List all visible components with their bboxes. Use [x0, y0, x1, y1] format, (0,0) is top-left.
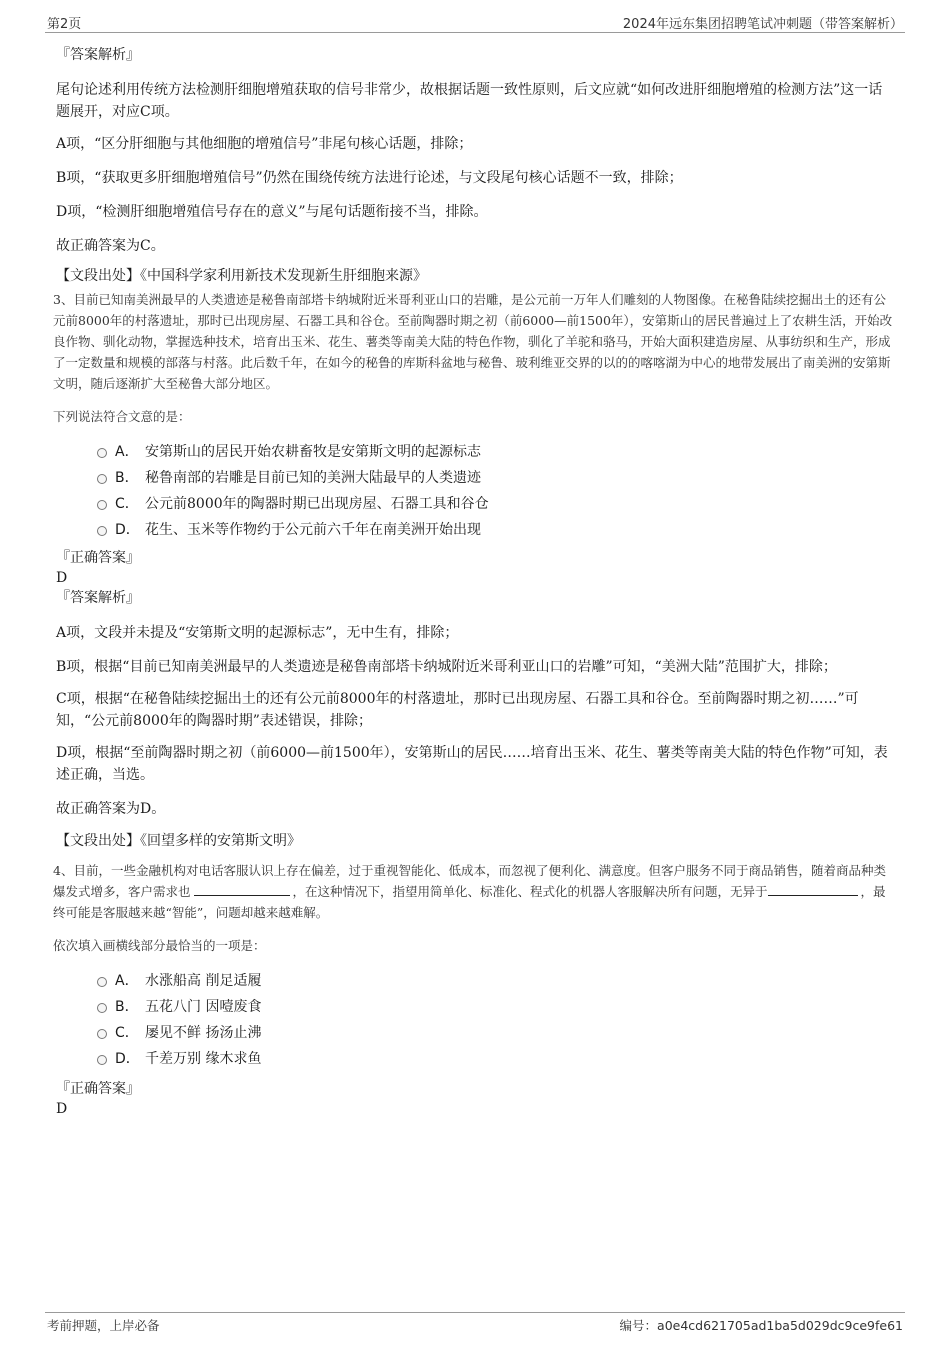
analysis-option-a: A项，“区分肝细胞与其他细胞的增殖信号”非尾句核心话题，排除； [56, 136, 473, 152]
option-b[interactable]: B． 秘鲁南部的岩雕是目前已知的美洲大陆最早的人类遗迹 [56, 465, 896, 491]
question-3-prompt: 下列说法符合文意的是： [53, 409, 191, 424]
passage-source: 【文段出处】《中国科学家利用新技术发现新生肝细胞来源》 [56, 268, 427, 284]
radio-icon[interactable] [97, 977, 107, 987]
fill-blank-1 [194, 882, 290, 896]
option-d[interactable]: D． 花生、玉米等作物约于公元前六千年在南美洲开始出现 [56, 517, 896, 543]
radio-icon[interactable] [97, 1003, 107, 1013]
analysis-option-b: B项，根据“目前已知南美洲最早的人类遗迹是秘鲁南部塔卡纳城附近米哥利亚山口的岩雕”可知，“美洲大陆”范围扩大，排除； [56, 659, 837, 675]
footer-slogan: 考前押题，上岸必备 [47, 1318, 160, 1333]
option-b[interactable]: B． 五花八门 因噎废食 [56, 994, 896, 1020]
option-c[interactable]: C． 公元前8000年的陶器时期已出现房屋、石器工具和谷仓 [56, 491, 896, 517]
page-content [53, 44, 896, 1120]
analysis-heading: 『答案解析』 [56, 590, 140, 606]
analysis-conclusion: 故正确答案为C。 [56, 238, 165, 254]
radio-icon[interactable] [97, 1055, 107, 1065]
correct-answer: D [56, 570, 68, 586]
analysis-heading: 『答案解析』 [56, 47, 140, 63]
analysis-option-d: D项，“检测肝细胞增殖信号存在的意义”与尾句话题衔接不当，排除。 [56, 204, 488, 220]
analysis-option-d: D项，根据“至前陶器时期之初（前6000—前1500年），安第斯山的居民……培育出玉米、花生、薯类等南美大陆的特色作物”可知，表述正确，当选。 [56, 745, 888, 783]
document-title: 2024年远东集团招聘笔试冲刺题（带答案解析） [622, 17, 903, 32]
question-4-stem: 4、目前，一些金融机构对电话客服认识上存在偏差，过于重视智能化、低成本，而忽视了便利化、满意度。但客户服务不同于商品销售，随着商品种类爆发式增多，客户需求也 ，在这种情况下，指望用简单化、标准化、程式化的机器人客服解决所有问题，无异于 ，最终可能是客服越来越“智能”，问题却越来越难解。 [53, 863, 886, 920]
option-a[interactable]: A． 水涨船高 削足适履 [56, 968, 896, 994]
analysis-option-c: C项，根据“在秘鲁陆续挖掘出土的还有公元前8000年的村落遗址，那时已出现房屋、石器工具和谷仓。至前陶器时期之初……”可知，“公元前8000年的陶器时期”表述错误，排除； [56, 691, 859, 729]
radio-icon[interactable] [97, 1029, 107, 1039]
analysis-paragraph: 尾句论述利用传统方法检测肝细胞增殖获取的信号非常少，故根据话题一致性原则，后文应就“如何改进肝细胞增殖的检测方法”这一话题展开，对应C项。 [56, 82, 883, 120]
option-d[interactable]: D． 千差万别 缘木求鱼 [56, 1046, 896, 1072]
question-3-stem: 3、目前已知南美洲最早的人类遗迹是秘鲁南部塔卡纳城附近米哥利亚山口的岩雕，是公元前一万年人们雕刻的人物图像。在秘鲁陆续挖掘出土的还有公元前8000年的村落遗址，那时已出现房屋、石器工具和谷仓。至前陶器时期之初（前6000—前1500年），安第斯山的居民普遍过上了农耕生活，开始改良作物、驯化动物，掌握选种技术，培育出玉米、花生、薯类等南美大陆的特色作物，驯化了羊驼和骆马，开始大面积建造房屋、从事纺织和生产，形成了一定数量和规模的部落与村落。此后数千年，在如今的秘鲁的库斯科盆地与秘鲁、玻利维亚交界的以的的喀喀湖为中心的地带发展出了南美洲的安第斯文明，随后逐渐扩大至秘鲁大部分地区。 [53, 292, 893, 391]
radio-icon[interactable] [97, 526, 107, 536]
option-c[interactable]: C． 屡见不鲜 扬汤止沸 [56, 1020, 896, 1046]
fill-blank-2 [768, 882, 858, 896]
document-code: 编号：a0e4cd621705ad1ba5d029dc9ce9fe61 [619, 1318, 903, 1333]
page-number: 第2页 [47, 17, 82, 32]
radio-icon[interactable] [97, 448, 107, 458]
correct-answer-label: 『正确答案』 [56, 550, 140, 566]
analysis-option-b: B项，“获取更多肝细胞增殖信号”仍然在围绕传统方法进行论述，与文段尾句核心话题不一致，排除； [56, 170, 683, 186]
option-a[interactable]: A． 安第斯山的居民开始农耕畜牧是安第斯文明的起源标志 [56, 439, 896, 465]
question-4-prompt: 依次填入画横线部分最恰当的一项是： [53, 938, 266, 953]
analysis-option-a: A项，文段并未提及“安第斯文明的起源标志”，无中生有，排除； [56, 625, 459, 641]
correct-answer: D [56, 1101, 68, 1117]
analysis-conclusion: 故正确答案为D。 [56, 801, 166, 817]
page-footer [45, 1312, 905, 1333]
radio-icon[interactable] [97, 500, 107, 510]
question-3-options [56, 439, 896, 543]
page-header [45, 12, 905, 33]
passage-source: 【文段出处】《回望多样的安第斯文明》 [56, 833, 301, 849]
correct-answer-label: 『正确答案』 [56, 1081, 140, 1097]
question-4-options [56, 968, 896, 1072]
radio-icon[interactable] [97, 474, 107, 484]
